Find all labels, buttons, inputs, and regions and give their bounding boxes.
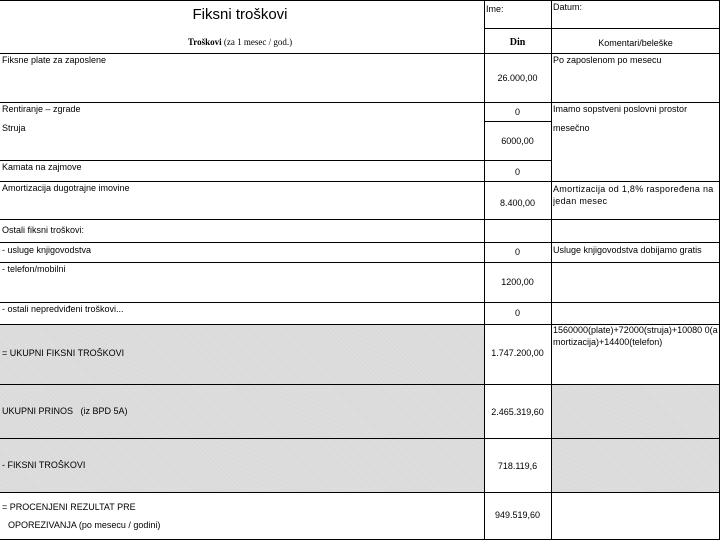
grid-line [0,302,720,303]
kamata-value: 0 [514,167,520,177]
grid-line [0,53,720,54]
grid-line [551,0,552,540]
grid-line [0,181,720,182]
grid-line [0,242,720,243]
grid-line [0,438,720,439]
minus-fiksni-value: 718.119,6 [497,461,538,471]
grid-line [0,219,720,220]
amort-label: Amortizacija dugotrajne imovine [2,183,130,193]
page-title: Fiksni troškovi [192,6,288,23]
knjig-value: 0 [514,247,520,257]
rezultat-label-line2: OPOREZIVANJA (po mesecu / godini) [8,520,161,530]
rent-label: Rentiranje – zgrade [2,104,81,114]
rezultat-label-line1: = PROCENJENI REZULTAT PRE [2,502,136,512]
prinos-value: 2.465.319,60 [491,407,544,417]
knjig-label: - usluge knjigovodstva [2,245,92,255]
rezultat-value: 949.519,60 [494,510,541,520]
kamata-label: Kamata na zajmove [2,162,82,172]
gray-band-fiksni-comment [551,438,720,492]
rent-comment: Imamo sopstveni poslovni prostor [553,104,688,114]
gray-band-prinos-comment [551,384,720,438]
ostali-label: Ostali fiksni troškovi: [2,225,85,235]
amort-comment: Amortizacija od 1,8% raspoređena na jedan mesec [553,184,714,206]
page-subtitle [140,37,340,47]
nepred-value: 0 [514,308,520,318]
ukupni-fiksni-label: = UKUPNI FIKSNI TROŠKOVI [2,348,125,358]
grid-line [484,121,551,122]
struja-comment: mesečno [553,123,590,133]
rent-value: 0 [514,107,520,117]
grid-line [0,384,720,385]
ime-label: Ime: [486,4,504,14]
telefon-label: - telefon/mobilni [2,264,66,274]
amort-value: 8.400,00 [499,198,536,208]
grid-line [0,492,720,493]
grid-line [0,160,551,161]
grid-line [0,0,720,1]
grid-line [0,262,720,263]
komentari-header: Komentari/beleške [598,38,673,48]
grid-line [0,102,720,103]
grid-line [484,28,720,29]
subtitle-rest: (za 1 mesec / god.) [223,37,293,47]
prinos-label: UKUPNI PRINOS (iz BPD 5A) [2,406,128,416]
ukupni-fiksni-value: 1.747.200,00 [491,348,544,358]
plate-value: 26.000,00 [497,73,538,83]
datum-label: Datum: [553,2,583,12]
plate-comment: Po zaposlenom po mesecu [553,55,662,65]
minus-fiksni-label: - FIKSNI TROŠKOVI [2,460,86,470]
ukupni-fiksni-comment: 1560000(plate)+72000(struja)+10080 0(amortizacija)+14400(telefon) [553,325,718,347]
subtitle-bold: Troškovi [187,37,222,47]
plate-label: Fiksne plate za zaposlene [2,55,107,65]
struja-value: 6000,00 [501,136,534,146]
nepred-label: - ostali nepredviđeni troškovi... [2,304,124,314]
struja-label: Struja [2,123,26,133]
din-header: Din [509,37,526,48]
telefon-value: 1200,00 [501,277,534,287]
knjig-comment: Usluge knjigovodstva dobijamo gratis [553,245,702,255]
